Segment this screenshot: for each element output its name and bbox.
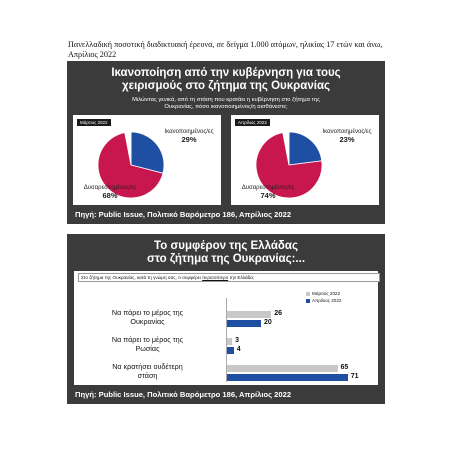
question-post: την Ελλάδα; <box>228 275 255 280</box>
category-label <box>80 308 215 326</box>
bar-value-label: 26 <box>274 310 282 317</box>
panel-title <box>67 240 385 266</box>
slice-value-dissatisfied: 74% <box>260 191 276 200</box>
bar-march <box>227 311 271 318</box>
dissatisfied-label <box>77 185 143 201</box>
bar-value-label: 3 <box>235 337 239 344</box>
category-label <box>80 362 215 380</box>
question-text <box>78 273 380 282</box>
category-label-line: Να πάρει το μέρος της <box>111 308 184 317</box>
subtitle-line1: Μιλώντας γενικά, από τη στάση που κρατάει η κυβέρνηση στο ζήτημα της <box>132 97 320 103</box>
interest-panel <box>67 234 385 404</box>
subtitle-line2: Ουκρανίας, πόσο ικανοποιημένος/η αισθάνεστε; <box>164 104 288 110</box>
panel-title-line1: Το συμφέρον της Ελλάδας <box>154 240 298 252</box>
source-note: Πηγή: Public Issue, Πολιτικό Βαρόμετρο 186, Απρίλιος 2022 <box>75 390 292 399</box>
bar-value-label: 65 <box>340 364 349 371</box>
bar-chart-card <box>74 271 378 385</box>
slice-label-dissatisfied: Δυσαρεστημένος/ες <box>241 185 295 191</box>
page-caption: Πανελλαδική ποσοτική διαδικτυακή έρευνα, σε δείγμα 1.000 ατόμων, ηλικίας 17 ετών και άνω, Απρίλιος 2022 <box>68 40 383 59</box>
slice-value-satisfied: 29% <box>181 135 197 144</box>
bar-value-label: 20 <box>264 319 272 326</box>
slice-value-satisfied: 23% <box>339 135 355 144</box>
slice-label-satisfied: Ικανοποιημένος/ες <box>322 129 372 135</box>
panel-title-line2: χειρισμούς στο ζήτημα της Ουκρανίας <box>122 80 330 92</box>
bar-march <box>227 338 232 345</box>
category-label-line: στάση <box>137 371 158 380</box>
category-label-line: Να πάρει το μέρος της <box>111 335 184 344</box>
satisfied-label <box>317 129 377 145</box>
bar-march <box>227 365 338 372</box>
source-note: Πηγή: Public Issue, Πολιτικό Βαρόμετρο 186, Απρίλιος 2022 <box>75 210 292 219</box>
slice-value-dissatisfied: 68% <box>102 191 118 200</box>
question-pre: Στο ζήτημα της Ουκρανίας, κατά τη γνώμη σας, τι συμφέρει <box>81 275 203 280</box>
bar-value-label: 4 <box>236 346 241 353</box>
panel-title-line1: Ικανοποίηση από την κυβέρνηση για τους <box>111 67 341 79</box>
category-label <box>80 335 215 353</box>
question-emphasis: περισσότερο <box>202 275 229 280</box>
bar-april <box>227 347 234 354</box>
period-tag: Μάρτιος 2022 <box>77 119 111 126</box>
category-label-line: Να κρατήσει ουδέτερη <box>112 362 183 371</box>
period-tag: Απρίλιος 2022 <box>235 119 270 126</box>
legend-item-april <box>306 298 341 303</box>
slice-label-satisfied: Ικανοποιημένος/ες <box>164 129 214 135</box>
pie-card-april <box>231 115 379 205</box>
category-label-line: Ουκρανίας <box>130 317 165 326</box>
satisfaction-panel <box>67 61 385 224</box>
legend-label: Απρίλιος 2022 <box>312 298 342 303</box>
panel-title-line2: στο ζήτημα της Ουκρανίας:... <box>146 253 306 265</box>
legend-item-march <box>306 291 340 296</box>
bar-value-label: 71 <box>350 373 359 380</box>
slice-label-dissatisfied: Δυσαρεστημένος/ες <box>83 185 137 191</box>
legend-label: Μάρτιος 2022 <box>312 291 341 296</box>
bar-april <box>227 320 261 327</box>
satisfied-label <box>159 129 219 145</box>
panel-title <box>67 67 385 93</box>
panel-subtitle <box>87 97 365 111</box>
pie-card-march <box>73 115 221 205</box>
dissatisfied-label <box>235 185 301 201</box>
category-label-line: Ρωσίας <box>135 344 160 353</box>
bar-april <box>227 374 348 381</box>
